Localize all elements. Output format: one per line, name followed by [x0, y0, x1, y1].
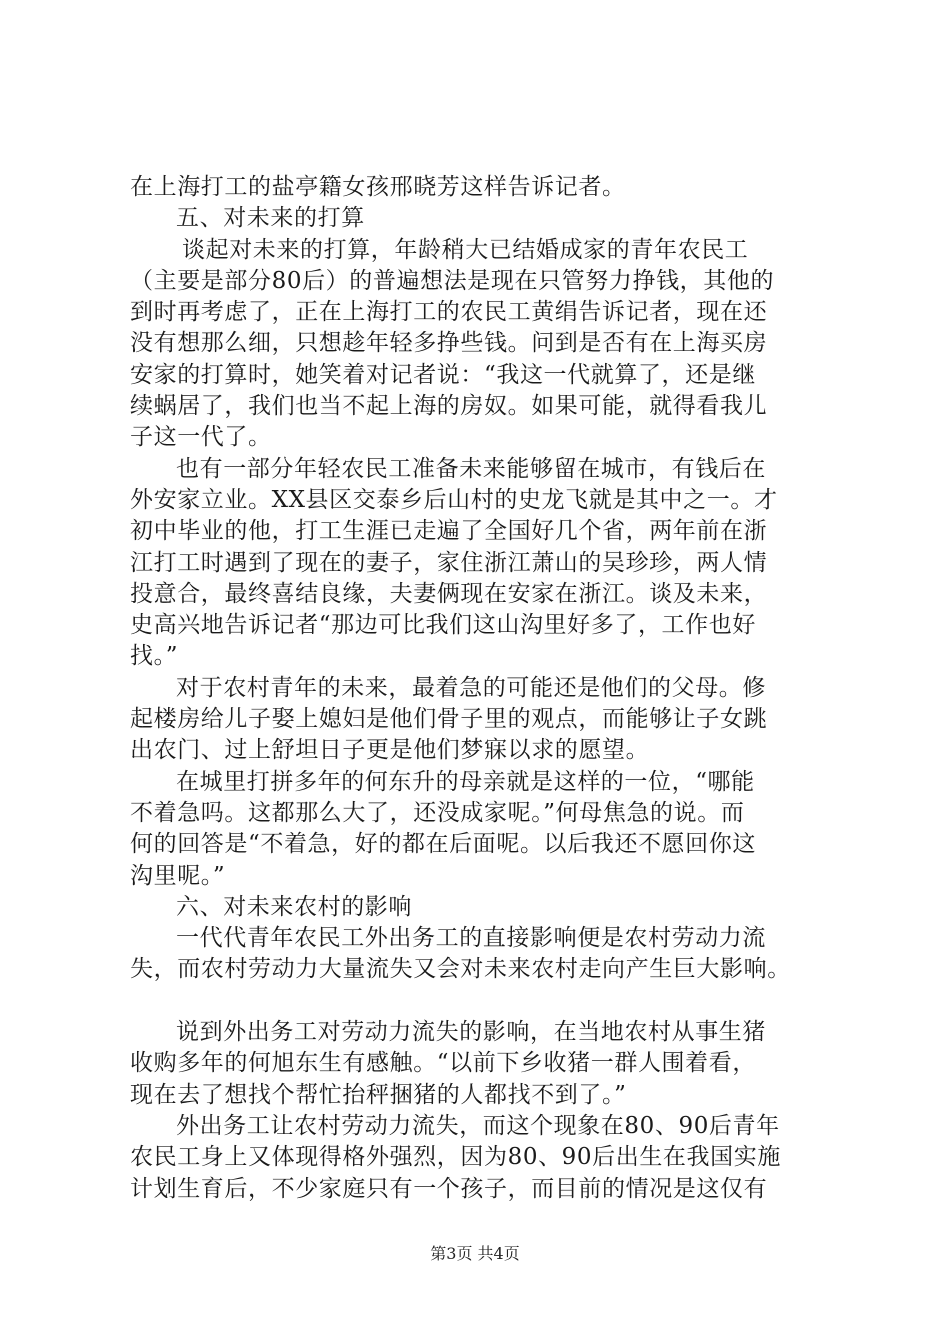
text-line: 安家的打算时，她笑着对记者说：“我这一代就算了，还是继 — [130, 361, 756, 388]
text-line: 在上海打工的盐亭籍女孩邢晓芳这样告诉记者。 — [130, 174, 626, 200]
page-footer: 第3页 共4页 — [430, 1244, 520, 1263]
text-line: 江打工时遇到了现在的妻子，家住浙江萧山的吴珍珍，两人情 — [130, 549, 768, 576]
text-line: 说到外出务工对劳动力流失的影响，在当地农村从事生猪 — [176, 1019, 766, 1046]
text-line: 不着急吗。这都那么大了，还没成家呢。”何母焦急的说。而 — [130, 799, 745, 826]
text-line: 现在去了想找个帮忙抬秤捆猪的人都找不到了。” — [130, 1081, 627, 1108]
text-line: 续蜗居了，我们也当不起上海的房奴。如果可能，就得看我儿 — [130, 393, 768, 420]
text-line: 对于农村青年的未来，最着急的可能还是他们的父母。修 — [176, 674, 766, 701]
text-line: 外出务工让农村劳动力流失，而这个现象在80、90后青年 — [176, 1112, 780, 1139]
text-line: 史高兴地告诉记者“那边可比我们这山沟里好多了，工作也好 — [130, 612, 756, 639]
text-line: 起楼房给儿子娶上媳妇是他们骨子里的观点，而能够让子女跳 — [130, 706, 768, 733]
text-line: 子这一代了。 — [130, 424, 272, 451]
text-line: 没有想那么细，只想趁年轻多挣些钱。问到是否有在上海买房 — [130, 330, 768, 357]
text-line: 外安家立业。XX县区交泰乡后山村的史龙飞就是其中之一。才 — [130, 486, 778, 513]
text-line: 一代代青年农民工外出务工的直接影响便是农村劳动力流 — [176, 925, 766, 952]
text-line: 沟里呢。” — [130, 862, 226, 889]
text-line: （主要是部分80后）的普遍想法是现在只管努力挣钱，其他的 — [130, 267, 775, 294]
text-line: 失，而农村劳动力大量流失又会对未来农村走向产生巨大影响。 — [130, 956, 791, 983]
document-body — [130, 172, 852, 1205]
text-line: 六、对未来农村的影响 — [176, 893, 412, 920]
text-line: 找。” — [130, 643, 179, 670]
text-line: 出农门、过上舒坦日子更是他们梦寐以求的愿望。 — [130, 737, 650, 764]
text-line: 五、对未来的打算 — [176, 205, 365, 232]
text-line: 何的回答是“不着急，好的都在后面呢。以后我还不愿回你这 — [130, 831, 756, 858]
text-line: 农民工身上又体现得格外强烈，因为80、90后出生在我国实施 — [130, 1144, 781, 1171]
text-line — [130, 986, 852, 1017]
text-line: 也有一部分年轻农民工准备未来能够留在城市，有钱后在 — [176, 455, 766, 482]
text-line: 计划生育后，不少家庭只有一个孩子，而目前的情况是这仅有 — [130, 1175, 768, 1202]
text-line: 谈起对未来的打算，年龄稍大已结婚成家的青年农民工 — [182, 236, 749, 263]
text-line: 初中毕业的他，打工生涯已走遍了全国好几个省，两年前在浙 — [130, 518, 768, 545]
text-line: 在城里打拼多年的何东升的母亲就是这样的一位，“哪能 — [176, 768, 755, 795]
text-line: 收购多年的何旭东生有感触。“以前下乡收猪一群人围着看， — [130, 1050, 756, 1077]
text-line: 到时再考虑了，正在上海打工的农民工黄绢告诉记者，现在还 — [130, 299, 768, 326]
text-line: 投意合，最终喜结良缘，夫妻俩现在安家在浙江。谈及未来， — [130, 580, 768, 607]
